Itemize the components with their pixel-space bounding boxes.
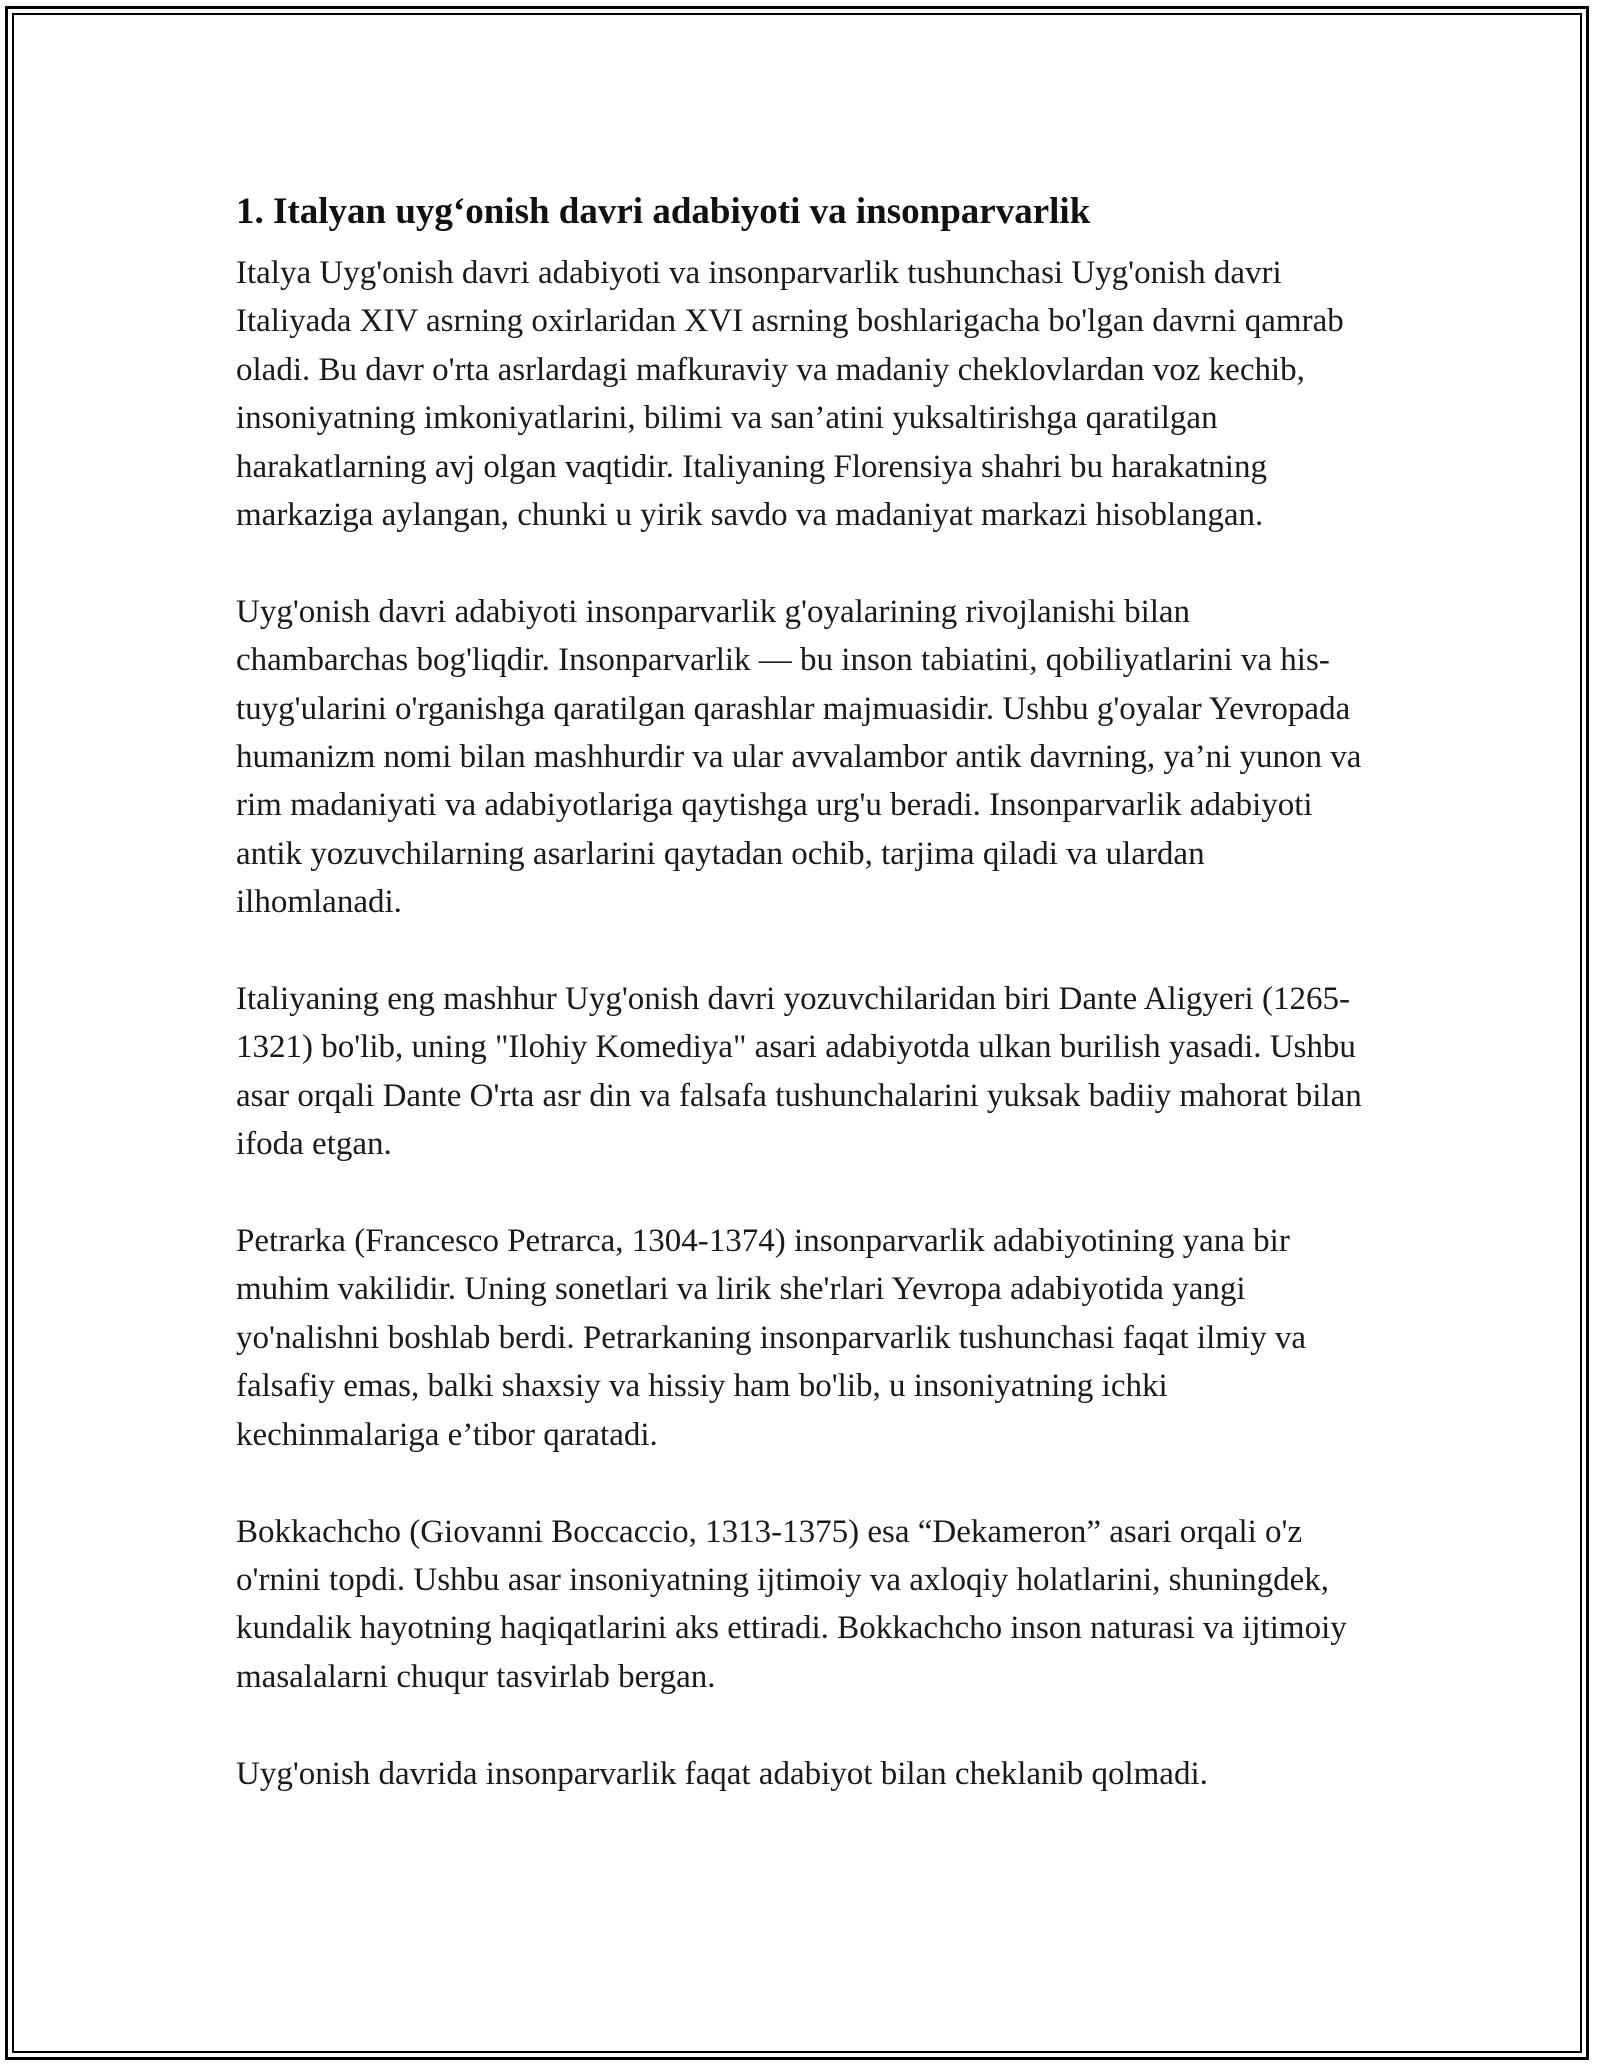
paragraph-6: Uyg'onish davrida insonparvarlik faqat adabiyot bilan cheklanib qolmadi. [236,1755,1208,1792]
document-body [236,185,1366,1798]
paragraph-3: Italiyaning eng mashhur Uyg'onish davri yozuvchilaridan biri Dante Aligyeri (1265-1321) bo'lib, uning "Ilohiy Komediya" asari adabiyotda ulkan burilish yasadi. Ushbu asar orqali Dante O'rta asr din va falsafa tushunchalarini yuksak badiiy mahorat bilan ifoda etgan. [236,981,1362,1163]
paragraph-5: Bokkachcho (Giovanni Boccaccio, 1313-1375) esa “Dekameron” asari orqali o'z o'rnini topdi. Ushbu asar insoniyatning ijtimoiy va axloqiy holatlarini, shuningdek, kundalik hayotning haqiqatlarini aks ettiradi. Bokkachcho inson naturasi va ijtimoiy masalalarni chuqur tasvirlab bergan. [236,1513,1347,1695]
paragraph-4: Petrarka (Francesco Petrarca, 1304-1374) insonparvarlik adabiyotining yana bir muhim vakilidir. Uning sonetlari va lirik she'rlari Yevropa adabiyotida yangi yo'nalishni boshlab berdi. Petrarkaning insonparvarlik tushunchasi faqat ilmiy va falsafiy emas, balki shaxsiy va hissiy ham bo'lib, u insoniyatning ichki kechinmalariga e’tibor qaratadi. [236,1223,1306,1453]
section-heading: 1. Italyan uyg‘onish davri adabiyoti va insonparvarlik [236,191,1091,232]
paragraph-2: Uyg'onish davri adabiyoti insonparvarlik g'oyalarining rivojlanishi bilan chambarchas bog'liqdir. Insonparvarlik — bu inson tabiatini, qobiliyatlarini va his-tuyg'ularini o'rganishga qaratilgan qarashlar majmuasidir. Ushbu g'oyalar Yevropada humanizm nomi bilan mashhurdir va ular avvalambor antik davrning, ya’ni yunon va rim madaniyati va adabiyotlariga qaytishga urg'u beradi. Insonparvarlik adabiyoti antik yozuvchilarning asarlarini qaytadan ochib, tarjima qiladi va ulardan ilhomlanadi. [236,593,1362,921]
paragraph-1: Italya Uyg'onish davri adabiyoti va insonparvarlik tushunchasi Uyg'onish davri Italiyada XIV asrning oxirlaridan XVI asrning boshlarigacha bo'lgan davrni qamrab oladi. Bu davr o'rta asrlardagi mafkuraviy va madaniy cheklovlardan voz kechib, insoniyatning imkoniyatlarini, bilimi va san’atini yuksaltirishga qaratilgan harakatlarning avj olgan vaqtidir. Italiyaning Florensiya shahri bu harakatning markaziga aylangan, chunki u yirik savdo va madaniyat markazi hisoblangan. [236,255,1344,534]
